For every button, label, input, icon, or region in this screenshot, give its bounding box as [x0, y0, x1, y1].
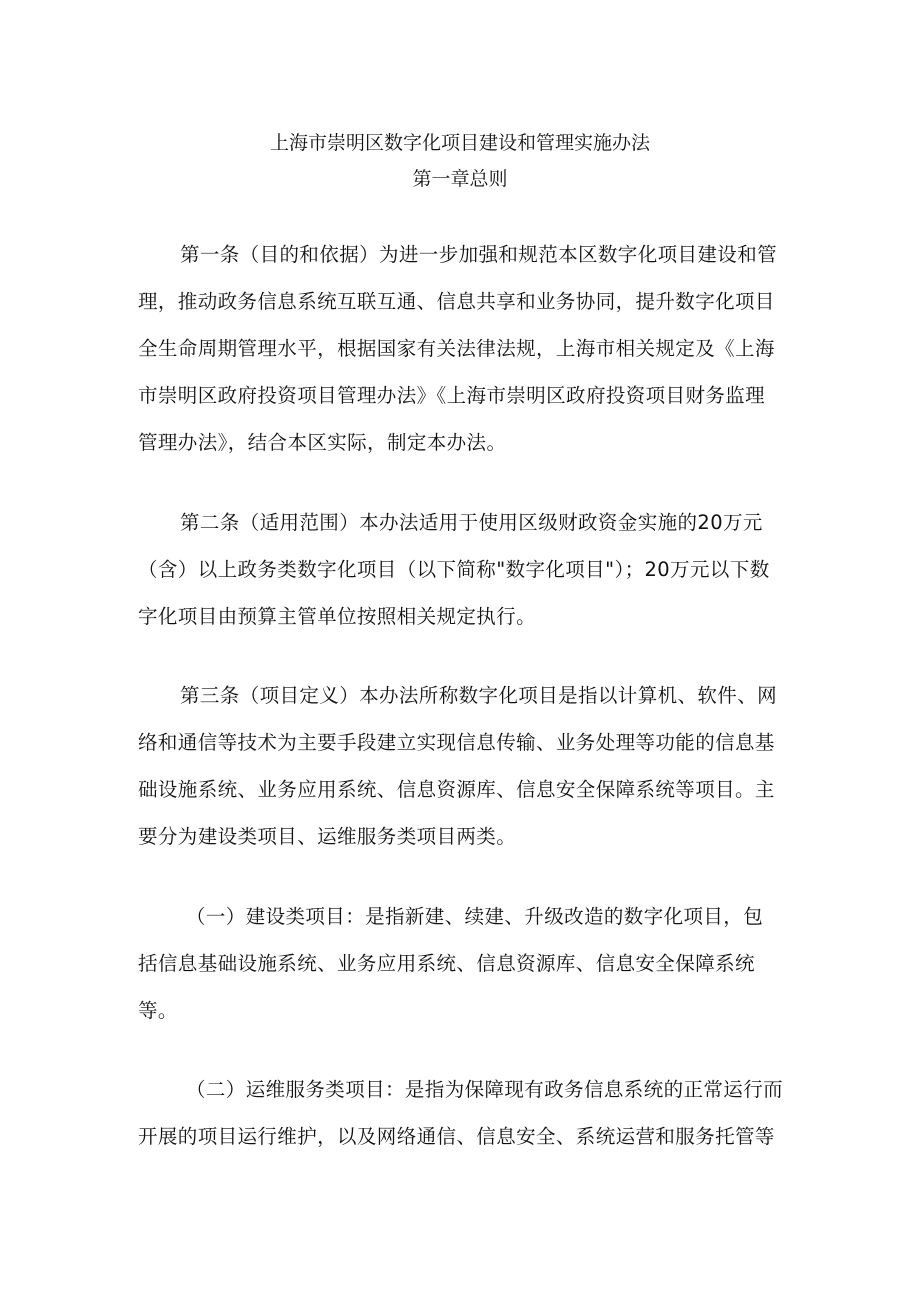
article-2-line: 字化项目由预算主管单位按照相关规定执行。	[138, 605, 537, 628]
document-title: 上海市崇明区数字化项目建设和管理实施办法	[269, 132, 650, 154]
item-1-line: （一）建设类项目：是指新建、续建、升级改造的数字化项目，包	[186, 905, 764, 928]
item-2-line: 开展的项目运行维护，以及网络通信、信息安全、系统运营和服务托管等	[138, 1125, 775, 1148]
article-1-line: 第一条（目的和依据）为进一步加强和规范本区数字化项目建设和管	[180, 243, 778, 266]
article-1-line: 管理办法》，结合本区实际，制定本办法。	[138, 431, 507, 454]
chapter-heading: 第一章总则	[412, 168, 508, 190]
article-2-line: 第二条（适用范围）本办法适用于使用区级财政资金实施的20万元	[180, 511, 763, 534]
item-2-line: （二）运维服务类项目：是指为保障现有政务信息系统的正常运行而	[186, 1078, 784, 1101]
item-1-line: 等。	[138, 999, 178, 1022]
article-1-line: 市崇明区政府投资项目管理办法》《上海市崇明区政府投资项目财务监理	[138, 384, 766, 407]
article-3-line: 础设施系统、业务应用系统、信息资源库、信息安全保障系统等项目。主	[138, 778, 775, 801]
article-1-line: 全生命周期管理水平，根据国家有关法律法规，上海市相关规定及《上海	[138, 337, 775, 360]
article-3-line: 络和通信等技术为主要手段建立实现信息传输、业务处理等功能的信息基	[138, 731, 775, 754]
article-3-line: 第三条（项目定义）本办法所称数字化项目是指以计算机、软件、网	[180, 684, 778, 707]
article-3-line: 要分为建设类项目、运维服务类项目两类。	[138, 825, 517, 848]
article-2-line: （含）以上政务类数字化项目（以下简称"数字化项目"）；20万元以下数	[138, 558, 770, 581]
item-1-line: 括信息基础设施系统、业务应用系统、信息资源库、信息安全保障系统	[138, 952, 755, 975]
article-1-line: 理，推动政务信息系统互联互通、信息共享和业务协同，提升数字化项目	[138, 290, 775, 313]
